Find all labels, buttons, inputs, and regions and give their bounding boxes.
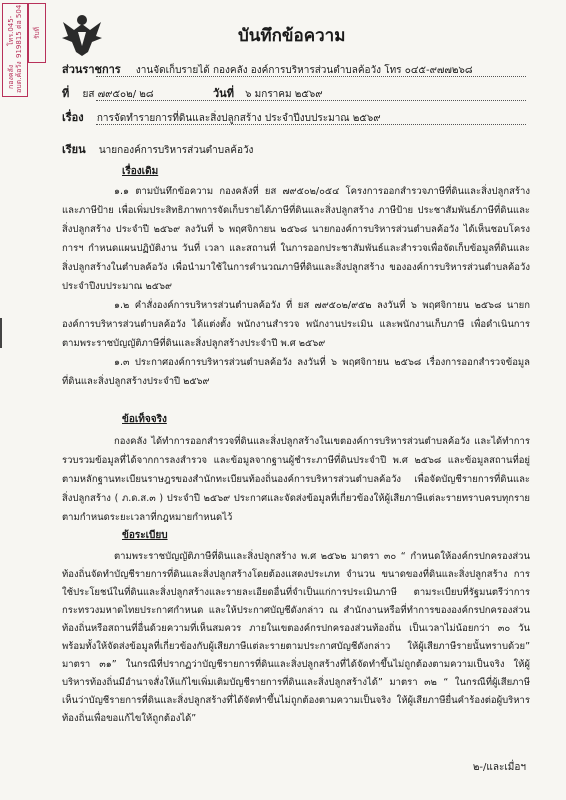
ref-label: ที่ bbox=[62, 87, 70, 100]
subject-label: เรื่อง bbox=[62, 111, 84, 124]
divider bbox=[96, 100, 526, 101]
divider bbox=[96, 124, 526, 125]
paragraph-1-3: ๑.๓ ประกาศองค์การบริหารส่วนตำบลค้อวัง ลงวันที่ ๖ พฤศจิกายน ๒๕๖๘ เรื่องการออกสำรวจข้อมูลที่ดินและสิ่งปลูกสร้างประจำปี ๒๕๖๙ bbox=[62, 357, 530, 387]
paragraph-2-1: กองคลัง ได้ทำการออกสำรวจที่ดินและสิ่งปลูกสร้างในเขตองค์การบริหารส่วนตำบลค้อวัง และได้ทำการรวบรวมข้อมูลที่ได้จากการลงสำรวจ และข้อมูลจากฐานผู้ชำระภาษีที่ดินประจำปี พ.ศ ๒๕๖๘ และข้อมูลสถานที่อยู่ตามหลักฐานทะเบียนราษฎรของสำนักทะเบียนท้องถิ่นองค์การบริหารส่วนตำบลค้อวัง เพื่อจัดบัญชีรายการที่ดินและสิ่งปลูกสร้าง ( ภ.ด.ส.๓ ) ประจำปี ๒๕๖๙ ประกาศและจัดส่งข้อมูลที่เกี่ยวข้องให้ผู้เสียภาษีแต่ละรายทราบครบทุกราย ตามกำหนดระยะเวลาที่กฎหมายกำหนดไว้ bbox=[62, 436, 530, 523]
margin-mark bbox=[0, 318, 10, 348]
to-label: เรียน bbox=[62, 143, 86, 156]
date-label: วันที่ bbox=[213, 87, 234, 100]
page-title: บันทึกข้อความ bbox=[238, 26, 346, 46]
divider bbox=[96, 76, 526, 77]
paragraph-3-1: ตามพระราชบัญญัติภาษีที่ดินและสิ่งปลูกสร้าง พ.ศ ๒๕๖๒ มาตรา ๓๐ “ กำหนดให้องค์กรปกครองส่วนท้องถิ่นจัดทำบัญชีรายการที่ดินและสิ่งปลูกสร้างโดยต้องแสดงประเภท จำนวน ขนาดของที่ดินและสิ่งปลูกสร้าง การใช้ประโยชน์ในที่ดินและสิ่งปลูกสร้างและรายละเอียดอื่นที่จำเป็นแก่การประเมินภาษี ตามระเบียบที่รัฐมนตรีว่าการกระทรวงมหาดไทยประกาศกำหนด และให้ประกาศบัญชีดังกล่าว ณ สำนักงานหรือที่ทำการขององค์กรปกครองส่วนท้องถิ่นหรือสถานที่อื่นด้วยความที่เห็นสมควร ภายในเขตองค์กรปกครองส่วนท้องถิ่น เป็นเวลาไม่น้อยกว่า ๓๐ วัน พร้อมทั้งให้จัดส่งข้อมูลที่เกี่ยวข้องกับผู้เสียภาษีแต่ละรายตามประกาศบัญชีดังกล่าว ให้ผู้เสียภาษีรายนั้นทราบด้วย” มาตรา ๓๑” ในกรณีที่ปรากฏว่าบัญชีรายการที่ดินและสิ่งปลูกสร้างที่ได้จัดทำขึ้นไม่ถูกต้องตามความเป็นจริง ให้ผู้บริหารท้องถิ่นมีอำนาจสั่งให้แก้ไขเพิ่มเติมบัญชีรายการที่ดินและสิ่งปลูกสร้างได้” มาตรา ๓๒ “ ในกรณีที่ผู้เสียภาษีเห็นว่าบัญชีรายการที่ดินและสิ่งปลูกสร้างที่ได้จัดทำขึ้นไม่ถูกต้องตามความเป็นจริง ให้ผู้เสียภาษียื่นคำร้องต่อผู้บริหารท้องถิ่นเพื่อขอแก้ไขให้ถูกต้องได้” bbox=[62, 551, 530, 724]
paragraph-1-2: ๑.๒ คำสั่งองค์การบริหารส่วนตำบลค้อวัง ที่ ยส ๗๙๕๐๒/๙๕๒ ลงวันที่ ๖ พฤศจิกายน ๒๕๖๘ นายกองค์การบริหารส่วนตำบลค้อวัง ได้แต่งตั้ง พนักงานสำรวจ พนักงานประเมิน และพนักงานเก็บภาษี เพื่อดำเนินการตามพระราชบัญญัติภาษีที่ดินและสิ่งปลูกสร้างประจำปี พ.ศ ๒๕๖๙ bbox=[62, 300, 530, 349]
to-row bbox=[62, 140, 253, 158]
section-heading-regulations: ข้อระเบียบ bbox=[122, 530, 168, 541]
agency-value: งานจัดเก็บรายได้ กองคลัง องค์การบริหารส่วนตำบลค้อวัง โทร ๐๔๕-๙๗๗๒๖๘ bbox=[135, 65, 473, 76]
continuation-note: ๒-/และเมื่อฯ bbox=[472, 762, 526, 773]
date-value: ๖ มกราคม ๒๕๖๙ bbox=[245, 89, 323, 100]
garuda-emblem-icon bbox=[60, 12, 104, 58]
agency-label: ส่วนราชการ bbox=[62, 63, 121, 76]
stamp-text-1: กองคลัง อบต.ค้อวัง bbox=[6, 61, 23, 93]
ref-value: ยส ๗๙๕๐๒/ ๒๘ bbox=[82, 89, 154, 100]
stamp-text-3: รับที่ bbox=[33, 27, 41, 39]
to-value: นายกองค์การบริหารส่วนตำบลค้อวัง bbox=[98, 145, 254, 156]
section-heading-background: เรื่องเดิม bbox=[122, 166, 159, 177]
received-stamp bbox=[2, 3, 28, 97]
received-stamp-small bbox=[28, 3, 46, 63]
paragraph-1-1: ๑.๑ ตามบันทึกข้อความ กองคลังที่ ยส ๗๙๕๐๒/๐๕๔ โครงการออกสำรวจภาษีที่ดินและสิ่งปลูกสร้าง และภาษีป้าย เพื่อเพิ่มประสิทธิภาพการจัดเก็บรายได้ภาษีที่ดินและสิ่งปลูกสร้าง ภาษีป้าย ประชาสัมพันธ์ภาษีที่ดินและสิ่งปลูกสร้าง ประจำปี ๒๕๖๙ ลงวันที่ ๖ พฤศจิกายน ๒๕๖๘ นายกองค์การบริหารส่วนตำบลค้อวัง ได้เห็นชอบโครงการฯ กำหนดแผนปฏิบัติงาน วันที่ เวลา และสถานที่ ในการออกประชาสัมพันธ์และสำรวจเพื่อจัดเก็บข้อมูลที่ดินและสิ่งปลูกสร้างในตำบลค้อวัง เพื่อนำมาใช้ในการคำนวณภาษีที่ดินและสิ่งปลูกสร้าง ขององค์การบริหารส่วนตำบลค้อวัง ประจำปีงบประมาณ ๒๕๖๙ bbox=[62, 186, 530, 292]
stamp-text-2: โทร.045-919815 ต่อ 504 bbox=[6, 4, 23, 58]
section-heading-facts: ข้อเท็จจริง bbox=[122, 414, 167, 425]
subject-value: การจัดทำรายการที่ดินและสิ่งปลูกสร้าง ประจำปีงบประมาณ ๒๕๖๙ bbox=[96, 113, 381, 124]
